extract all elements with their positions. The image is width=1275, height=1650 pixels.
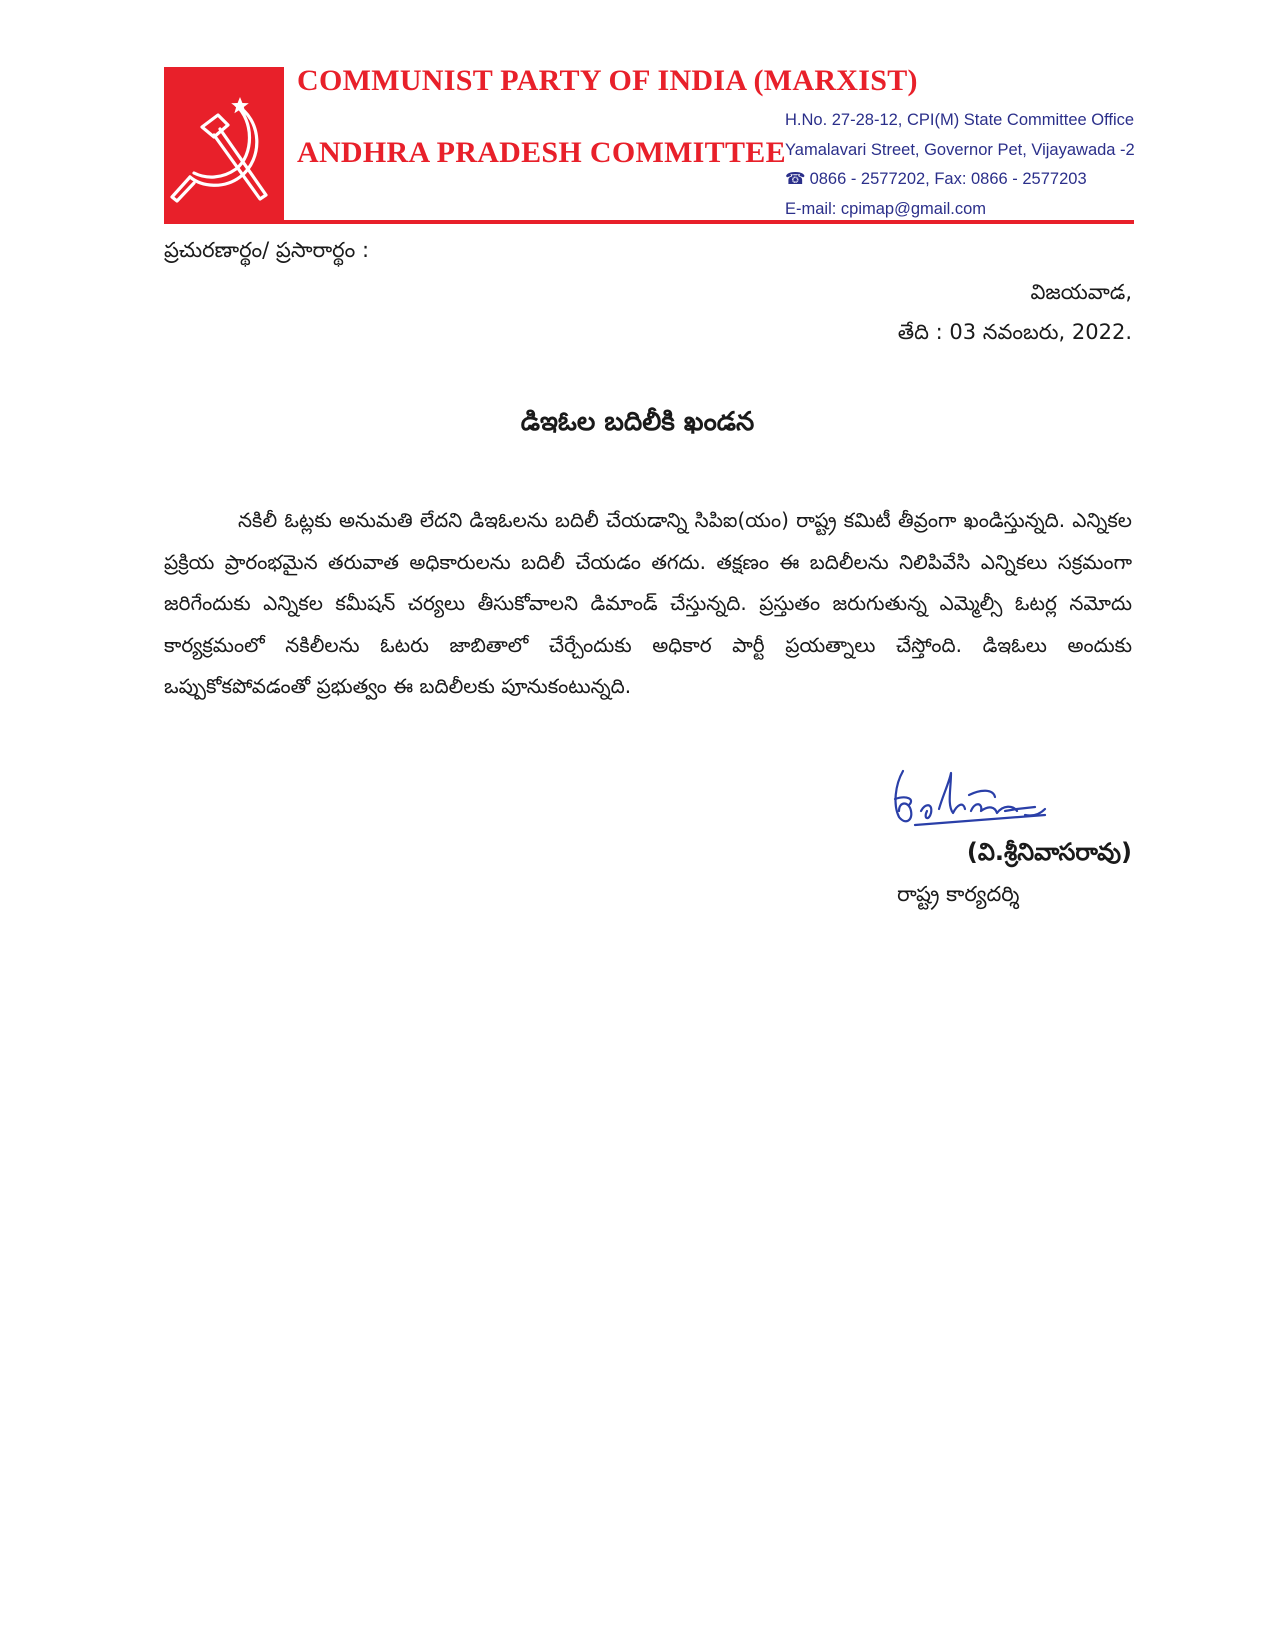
header-divider (284, 220, 1134, 224)
body-paragraph: నకిలీ ఓట్లకు అనుమతి లేదని డిఇఓలను బదిలీ చేయడాన్ని సిపిఐ(యం) రాష్ట్ర కమిటీ తీవ్రంగా ఖండిస్తున్నది. ఎన్నికల ప్రక్రియ ప్రారంభమైన తరువాత అధికారులను బదిలీ చేయడం తగదు. తక్షణం ఈ బదిలీలను నిలిపివేసి ఎన్నికలు సక్రమంగా జరిగేందుకు ఎన్నికల కమీషన్ చర్యలు తీసుకోవాలని డిమాండ్ చేస్తున్నది. ప్రస్తుతం జరుగుతున్న ఎమ్మెల్సీ ఓటర్ల నమోదు కార్యక్రమంలో నకిలీలను ఓటరు జాబితాలో చేర్చేందుకు అధికార పార్టీ ప్రయత్నాలు చేస్తోంది. డిఇఓలు అందుకు ఒప్పుకోకపోవడంతో ప్రభుత్వం ఈ బదిలీలకు పూనుకంటున్నది. (164, 508, 1132, 698)
org-name-line1: COMMUNIST PARTY OF INDIA (MARXIST) (297, 64, 918, 97)
release-label: ప్రచురణార్థం/ ప్రసారార్థం : (164, 238, 370, 262)
address-line1: H.No. 27-28-12, CPI(M) State Committee Office (785, 111, 1135, 129)
party-logo (164, 67, 284, 224)
handwritten-signature (885, 765, 1095, 845)
phone-line: 0866 - 2577202, Fax: 0866 - 2577203 (809, 170, 1087, 188)
hammer-sickle-star-icon (164, 67, 284, 224)
email-line: E-mail: cpimap@gmail.com (785, 199, 987, 218)
address-line2: Yamalavari Street, Governor Pet, Vijayawada -2 (785, 140, 1135, 159)
signer-title: రాష్ట్ర కార్యదర్శి (897, 882, 1020, 906)
phone-icon: ☎ (785, 170, 806, 188)
org-name-line2: ANDHRA PRADESH COMMITTEE (297, 136, 786, 169)
contact-block (785, 106, 1145, 224)
date-line: తేది : 03 నవంబరు, 2022. (897, 320, 1132, 344)
place-line: విజయవాడ, (1030, 280, 1132, 304)
document-title: డిఇఓల బదిలీకి ఖండన (520, 407, 755, 437)
signer-name: (వి.శ్రీనివాసరావు) (966, 838, 1132, 866)
phone-line-row (785, 165, 1145, 195)
